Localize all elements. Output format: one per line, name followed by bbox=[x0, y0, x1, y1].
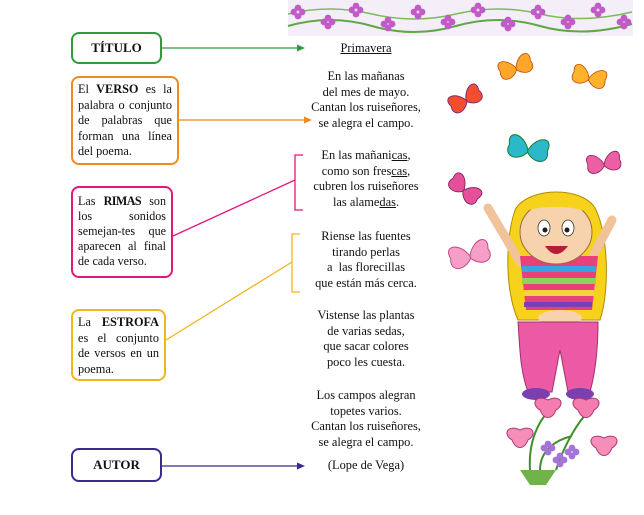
poem-title: Primavera bbox=[340, 41, 392, 55]
rhyme-mark: cas bbox=[391, 163, 408, 178]
tulip-bouquet-icon bbox=[507, 398, 617, 485]
estrofa-pre: La bbox=[78, 315, 102, 329]
verse-line: a las florecillas bbox=[326, 260, 406, 275]
verso-pre: El bbox=[78, 82, 97, 96]
rimas-term: RIMAS bbox=[103, 194, 141, 208]
verse-line: En las mañanicas, bbox=[321, 148, 411, 162]
butterfly-icon bbox=[497, 52, 535, 81]
verse-line: las alamedas. bbox=[332, 194, 400, 209]
verse-line: del mes de mayo. bbox=[322, 84, 410, 99]
estrofa-definition: es el conjunto de versos en un poema. bbox=[78, 330, 159, 376]
verse-line: Los campos alegran bbox=[316, 388, 416, 402]
estrofa-bracket bbox=[166, 234, 300, 340]
verso-definition: es la palabra o conjunto de palabras que forman una línea del poema. bbox=[78, 82, 172, 158]
verse-line: Cantan los ruiseñores, bbox=[311, 100, 421, 115]
verse-line: se alegra el campo. bbox=[318, 115, 414, 130]
verse-line: poco les cuesta. bbox=[326, 354, 406, 369]
butterfly-icon bbox=[507, 134, 551, 163]
verse-line: Riense las fuentes bbox=[321, 229, 411, 243]
flower-border-icon bbox=[288, 0, 633, 36]
girl-illustration bbox=[488, 192, 612, 400]
rhyme-mark: cas bbox=[391, 148, 408, 162]
verse-line: topetes varios. bbox=[330, 403, 402, 418]
butterfly-icon bbox=[446, 82, 484, 115]
verse-line: se alegra el campo. bbox=[318, 434, 414, 449]
poem-author: (Lope de Vega) bbox=[327, 458, 405, 472]
verso-arrow bbox=[179, 117, 312, 124]
verse-line: Cantan los ruiseñores, bbox=[311, 419, 421, 434]
rimas-definition: son los sonidos semejan-tes que aparecen al final de cada verso. bbox=[78, 194, 166, 268]
butterfly-icon bbox=[571, 63, 608, 90]
autor-arrow bbox=[162, 463, 305, 470]
rimas-pre: Las bbox=[78, 194, 104, 208]
estrofa-term: ESTROFA bbox=[101, 315, 159, 329]
verse-line: En las mañanas bbox=[327, 69, 405, 83]
verse-line: que sacar colores bbox=[323, 339, 409, 354]
butterfly-icon bbox=[586, 150, 622, 174]
verse-line: de varias sedas, bbox=[327, 323, 405, 338]
verso-term: VERSO bbox=[96, 82, 139, 96]
rimas-bracket bbox=[173, 155, 303, 236]
verse-line: cubren los ruiseñores bbox=[313, 179, 419, 194]
verse-line: Vistense las plantas bbox=[317, 308, 415, 322]
titulo-arrow bbox=[162, 45, 305, 52]
verse-line: tirando perlas bbox=[332, 244, 400, 259]
rhyme-mark: das bbox=[379, 194, 396, 209]
verse-line: que están más cerca. bbox=[315, 275, 417, 290]
butterfly-icon bbox=[446, 171, 484, 207]
autor-label: AUTOR bbox=[93, 457, 140, 472]
verse-line: como son frescas, bbox=[321, 163, 411, 178]
titulo-label: TÍTULO bbox=[91, 40, 142, 55]
butterfly-icon bbox=[447, 238, 492, 270]
